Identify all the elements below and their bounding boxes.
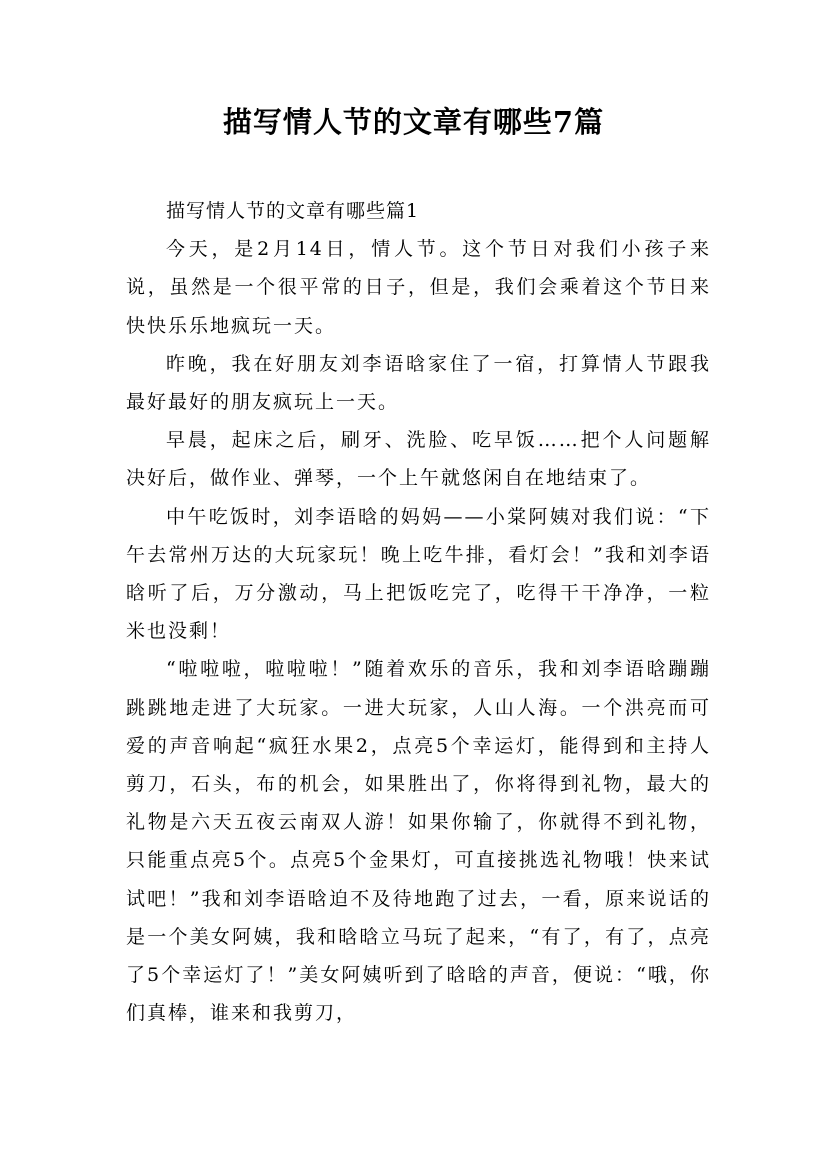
paragraph: 早晨，起床之后，刷牙、洗脸、吃早饭……把个人问题解决好后，做作业、弹琴，一个上午就悠闲自在地结束了。 (126, 429, 711, 490)
document-title: 描写情人节的文章有哪些7篇 (222, 105, 605, 139)
paragraph: 中午吃饭时，刘李语晗的妈妈——小棠阿姨对我们说：“下午去常州万达的大玩家玩！晚上吃牛排，看灯会！”我和刘李语晗听了后，万分激动，马上把饭吃完了，吃得干干净净，一粒米也没剩！ (126, 505, 711, 643)
paragraph: “啦啦啦，啦啦啦！”随着欢乐的音乐，我和刘李语晗蹦蹦跳跳地走进了大玩家。一进大玩家，人山人海。一个洪亮而可爱的声音响起“疯狂水果2，点亮5个幸运灯，能得到和主持人剪刀，石头，布的机会，如果胜出了，你将得到礼物，最大的礼物是六天五夜云南双人游！如果你输了，你就得不到礼物，只能重点亮5个。点亮5个金果灯，可直接挑选礼物哦！快来试试吧！”我和刘李语晗迫不及待地跑了过去，一看，原来说话的是一个美女阿姨，我和晗晗立马玩了起来，“有了，有了，点亮了5个幸运灯了！”美女阿姨听到了晗晗的声音，便说：“哦，你们真棒，谁来和我剪刀， (126, 658, 711, 1025)
article-body (126, 192, 711, 1032)
paragraph: 昨晚，我在好朋友刘李语晗家住了一宿，打算情人节跟我最好最好的朋友疯玩上一天。 (126, 352, 711, 414)
paragraph: 今天，是2月14日，情人节。这个节日对我们小孩子来说，虽然是一个很平常的日子，但是，我们会乘着这个节日来快快乐乐地疯玩一天。 (126, 238, 711, 337)
section-heading: 描写情人节的文章有哪些篇1 (166, 200, 420, 222)
